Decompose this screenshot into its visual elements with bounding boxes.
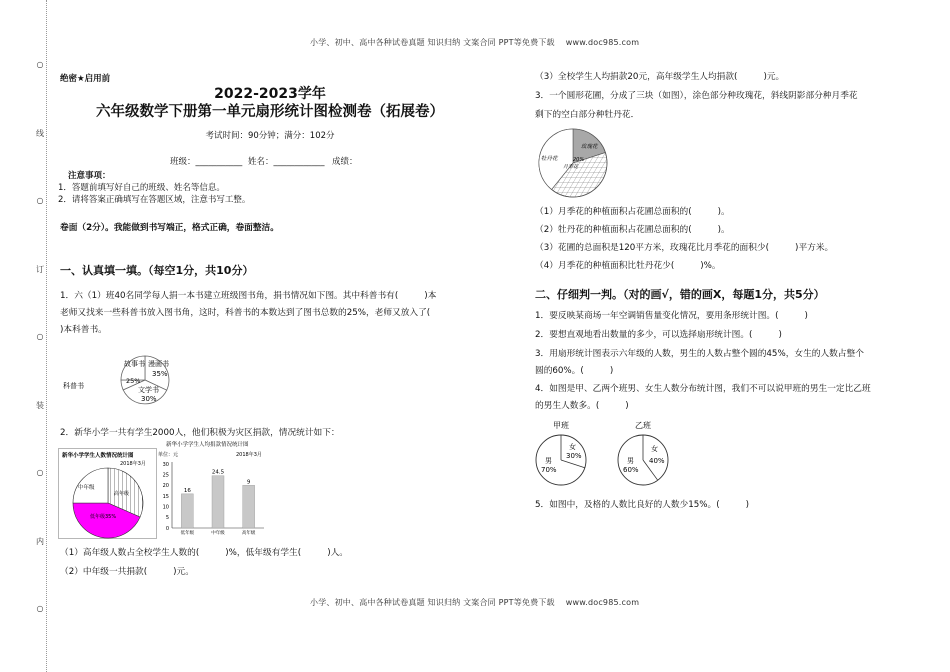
y-tick-label: 20 bbox=[162, 483, 169, 490]
class-a-girl-label: 女 bbox=[569, 443, 576, 451]
q2-sub3: （3）全校学生人均捐款20元，高年级学生人均捐款( )元。 bbox=[535, 72, 785, 82]
class-b-girl-label: 女 bbox=[651, 445, 658, 453]
bar-value-label: 24.5 bbox=[211, 469, 225, 476]
q2-intro: 2．新华小学一共有学生2000人，他们积极为灾区捐款，情况统计如下： bbox=[60, 428, 340, 438]
q1-line: )本科普书。 bbox=[60, 325, 107, 335]
y-tick-label: 15 bbox=[162, 493, 169, 500]
exam-info: 考试时间：90分钟；满分：102分 bbox=[205, 131, 335, 141]
y-tick-label: 0 bbox=[165, 525, 169, 532]
pie-date: 2018年3月 bbox=[120, 461, 146, 467]
q3-sub: （1）月季花的种植面积占花圃总面积的( )。 bbox=[535, 207, 730, 217]
q2-student-pie-chart bbox=[58, 448, 158, 540]
q1-line: 老师又找来一些科普书放入图书角，这时，科普书的本数达到了图书总数的25%，老师又放入了( bbox=[60, 308, 431, 318]
class-b-boy-label: 男 bbox=[627, 457, 634, 465]
pie-value-rose: 20% bbox=[573, 157, 585, 163]
page-footer: 小学、初中、高中各种试卷真题 知识归纳 文案合同 PPT等免费下载 www.doc985.com bbox=[310, 598, 640, 607]
q3-line: 剩下的空白部分种牡丹花． bbox=[535, 110, 640, 120]
judge-item: 的男生人数多。( ) bbox=[535, 401, 629, 411]
pie-label-senior: 高年级 bbox=[114, 491, 130, 497]
bar-marks bbox=[181, 470, 256, 536]
judge-item: 1．要反映某商场一年空调销售量变化情况，要用条形统计图。( ) bbox=[535, 311, 808, 321]
pie-value-literature: 30% bbox=[141, 395, 157, 403]
pie-label-peony: 牡丹花 bbox=[541, 156, 558, 162]
note-item: 2．请将答案正确填写在答题区域，注意书写工整。 bbox=[58, 195, 251, 205]
pie-value-comic: 35% bbox=[152, 370, 168, 378]
q3-flowerbed-pie-chart bbox=[535, 127, 615, 199]
pie-label-chinese-rose: 月季花 bbox=[563, 164, 579, 170]
neatness-note: 卷面（2分）。我能做到书写端正，格式正确，卷面整洁。 bbox=[60, 223, 279, 233]
binding-circle: ○ bbox=[36, 468, 44, 477]
section2-title: 二、仔细判一判。（对的画√，错的画X，每题1分，共5分） bbox=[535, 288, 825, 301]
pie-label-science: 科普书 bbox=[63, 382, 84, 390]
class-a-boy-label: 男 bbox=[545, 457, 552, 465]
class-b-title: 乙班 bbox=[635, 421, 651, 430]
bar bbox=[243, 485, 255, 528]
pie-label-rose: 玫瑰花 bbox=[581, 144, 598, 150]
q2-sub2: （2）中年级一共捐款( )元。 bbox=[60, 567, 194, 577]
y-tick-label: 5 bbox=[165, 515, 169, 522]
bar-chart-unit: 单位：元 bbox=[158, 452, 179, 458]
binding-circle: ○ bbox=[36, 196, 44, 205]
judge-item: 5．如图中，及格的人数比良好的人数少15%。( ) bbox=[535, 500, 750, 510]
pie-label-middle: 中年级 bbox=[78, 485, 95, 491]
binding-char-xian: 线 bbox=[36, 129, 44, 138]
q3-sub: （4）月季花的种植面积比牡丹花少( )%。 bbox=[535, 261, 721, 271]
bar-category-label: 高年级 bbox=[241, 531, 256, 536]
judge-item: 2．要想直观地看出数量的多少，可以选择扇形统计图。( ) bbox=[535, 330, 782, 340]
bar-chart-title: 新华小学学生人均捐款情况统计图 bbox=[166, 442, 249, 448]
binding-char-ding: 订 bbox=[36, 265, 44, 274]
q2-sub1: （1）高年级人数占全校学生人数的( )%，低年级有学生( )人。 bbox=[60, 548, 348, 558]
bar bbox=[212, 476, 224, 528]
pie-label-story: 故事书 bbox=[124, 360, 145, 368]
class-b-boy-pct: 60% bbox=[623, 466, 639, 474]
title-year: 2022-2023学年 bbox=[214, 86, 326, 102]
note-item: 1．答题前填写好自己的班级、姓名等信息。 bbox=[58, 183, 225, 193]
bar-chart-date: 2018年3月 bbox=[236, 452, 262, 458]
binding-circle: ○ bbox=[36, 60, 44, 69]
pie-value-science: 25% bbox=[126, 377, 141, 385]
pie-label-junior: 低年级35% bbox=[90, 514, 117, 520]
judge-item: 3．用扇形统计图表示六年级的人数，男生的人数占整个圆的45%，女生的人数占整个 bbox=[535, 349, 864, 359]
section1-title: 一、认真填一填。（每空1分，共10分） bbox=[60, 264, 254, 277]
q3-sub: （3）花圃的总面积是120平方米，玫瑰花比月季花的面积少( )平方米。 bbox=[535, 243, 834, 253]
q1-line: 1．六（1）班40名同学每人捐一本书建立班级图书角，捐书情况如下图。其中科普书有( )本 bbox=[60, 291, 437, 301]
class-b-girl-pct: 40% bbox=[649, 457, 665, 465]
binding-circle: ○ bbox=[36, 332, 44, 341]
bar-value-label: 9 bbox=[246, 479, 251, 486]
class-a-girl-pct: 30% bbox=[566, 452, 582, 460]
q4-class-pie-charts bbox=[533, 418, 693, 488]
class-a-title: 甲班 bbox=[553, 421, 569, 430]
class-a-boy-pct: 70% bbox=[541, 466, 557, 474]
binding-char-nei: 内 bbox=[36, 537, 44, 546]
y-tick-label: 10 bbox=[162, 504, 169, 511]
y-tick-label: 30 bbox=[162, 461, 169, 468]
bar bbox=[181, 494, 193, 528]
bar-category-label: 中年级 bbox=[211, 531, 225, 536]
notes-title: 注意事项： bbox=[68, 171, 111, 181]
class-field[interactable]: 班级：___________ bbox=[170, 157, 243, 167]
pie-title: 新华小学学生人数情况统计图 bbox=[62, 453, 134, 459]
pie-label-comic: 漫画书 bbox=[148, 360, 169, 368]
judge-item: 圆的60%。( ) bbox=[535, 366, 614, 376]
y-tick-label: 25 bbox=[162, 472, 169, 479]
confidential-mark: 绝密★启用前 bbox=[60, 74, 111, 84]
q2-donation-bar-chart bbox=[158, 440, 270, 538]
score-field[interactable]: 成绩： bbox=[332, 157, 358, 167]
binding-char-zhuang: 装 bbox=[36, 401, 44, 410]
q3-sub: （2）牡丹花的种植面积占花圃总面积的( )。 bbox=[535, 225, 730, 235]
q3-line: 3．一个圆形花圃，分成了三块（如图），涂色部分种玫瑰花，斜线阴影部分种月季花 bbox=[535, 91, 858, 101]
q1-book-pie-chart bbox=[60, 350, 170, 408]
bar-category-label: 低年级 bbox=[180, 531, 195, 536]
pie-label-literature: 文学书 bbox=[138, 386, 159, 394]
bar-value-label: 16 bbox=[183, 487, 191, 494]
binding-circle: ○ bbox=[36, 604, 44, 613]
page-header: 小学、初中、高中各种试卷真题 知识归纳 文案合同 PPT等免费下载 www.doc985.com bbox=[310, 38, 640, 47]
name-field[interactable]: 姓名：____________ bbox=[248, 157, 325, 167]
judge-item: 4．如图是甲、乙两个班男、女生人数分布统计图，我们不可以说甲班的男生一定比乙班 bbox=[535, 384, 871, 394]
page-title: 六年级数学下册第一单元扇形统计图检测卷（拓展卷） bbox=[96, 104, 444, 120]
